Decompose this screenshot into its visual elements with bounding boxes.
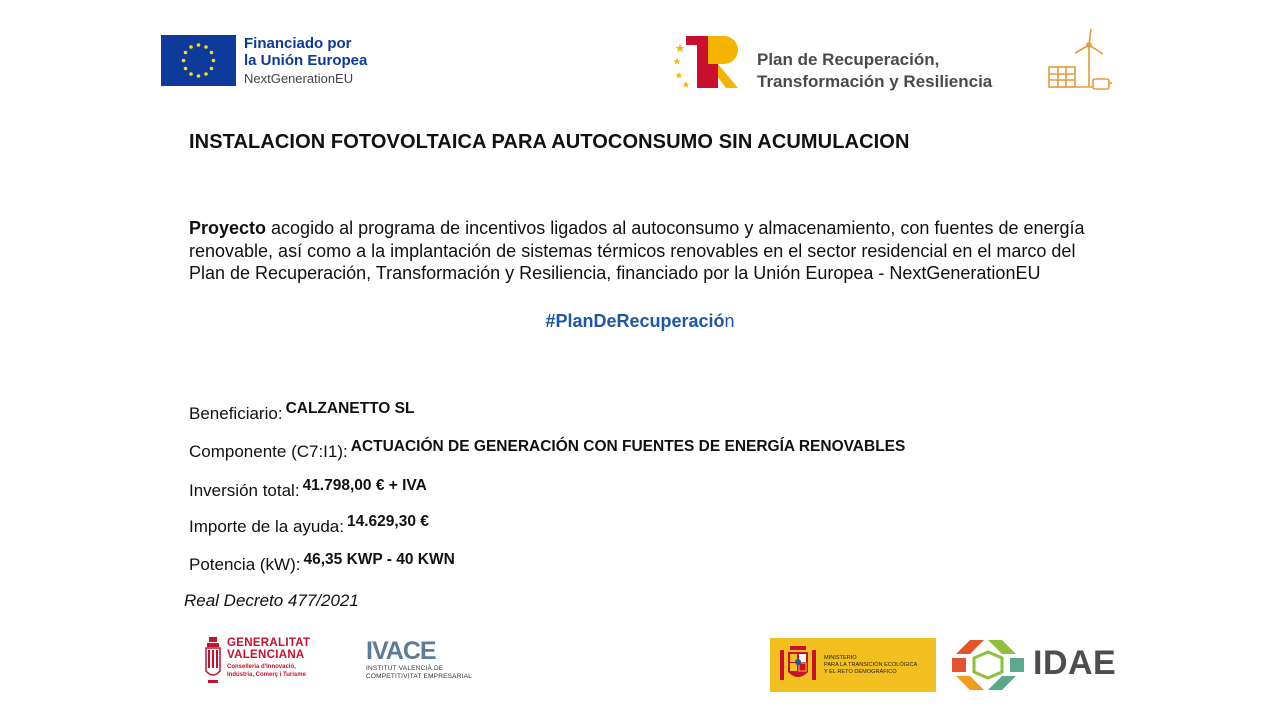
- gva-line1: GENERALITAT: [227, 637, 311, 649]
- prtr-logo-icon: [672, 34, 742, 90]
- gva-line2: VALENCIANA: [227, 649, 305, 661]
- detail-row-importe: [189, 513, 429, 537]
- eu-logo-line3: NextGenerationEU: [244, 71, 354, 86]
- detail-value: 46,35 KWP - 40 KWN: [303, 551, 455, 568]
- hashtag-tail: n: [724, 311, 735, 331]
- detail-label: Importe de la ayuda:: [189, 517, 344, 536]
- hashtag-bold: #PlanDeRecuperació: [545, 311, 725, 331]
- eu-flag-icon: [161, 35, 236, 86]
- ministerio-line1: MINISTERIO: [824, 654, 857, 661]
- ivace-sub1: INSTITUT VALENCIÀ DE: [366, 665, 444, 672]
- gva-crest-icon: [204, 637, 222, 687]
- detail-value: ACTUACIÓN DE GENERACIÓN CON FUENTES DE ENERGÍA RENOVABLES: [350, 438, 906, 455]
- ivace-word: IVACE: [366, 637, 436, 665]
- idae-symbol-icon: [950, 638, 1028, 692]
- detail-label: Inversión total:: [189, 481, 300, 500]
- detail-row-potencia: [189, 551, 455, 575]
- gva-line4: Indústria, Comerç i Turisme: [227, 672, 306, 678]
- detail-row-componente: [189, 438, 906, 462]
- detail-row-beneficiario: [189, 400, 415, 424]
- page-title: INSTALACION FOTOVOLTAICA PARA AUTOCONSUMO SIN ACUMULACION: [189, 131, 910, 153]
- wind-solar-energy-icon: [1045, 27, 1113, 95]
- detail-value: 41.798,00 € + IVA: [302, 477, 427, 494]
- generalitat-valenciana-logo: [204, 637, 310, 687]
- description-lead: Proyecto: [189, 218, 267, 238]
- detail-row-inversion: [189, 477, 427, 501]
- detail-label: Potencia (kW):: [189, 555, 301, 574]
- detail-label: Componente (C7:I1):: [189, 442, 348, 461]
- prtr-line1: Plan de Recuperación,: [757, 50, 940, 69]
- detail-label: Beneficiario:: [189, 404, 283, 423]
- description-line1: [189, 217, 1169, 240]
- idae-word: IDAE: [1033, 644, 1117, 682]
- spain-coat-of-arms-icon: [778, 642, 818, 688]
- eu-logo-line2: la Unión Europea: [244, 52, 368, 69]
- description-line2: renovable, así como a la implantación de sistemas térmicos renovables en el sector residencial en el marco del: [189, 240, 1076, 261]
- detail-value: CALZANETTO SL: [285, 400, 415, 417]
- prtr-line2: Transformación y Resiliencia: [757, 72, 993, 91]
- ministerio-logo: [770, 638, 936, 692]
- prtr-logo-text: [757, 49, 992, 93]
- hashtag: [0, 311, 1280, 332]
- gva-line3: Conselleria d'Innovació,: [227, 664, 296, 670]
- ivace-sub2: COMPETITIVITAT EMPRESARIAL: [366, 673, 472, 680]
- description-line3: Plan de Recuperación, Transformación y Resiliencia, financiado por la Unión Europea - NextGenerationEU: [189, 263, 1041, 283]
- eu-logo-line1: Financiado por: [244, 35, 352, 52]
- ivace-logo: [366, 637, 472, 681]
- project-description: [189, 217, 1169, 285]
- eu-funding-logo: [161, 35, 367, 87]
- description-line1-rest: acogido al programa de incentivos ligados al autoconsumo y almacenamiento, con fuentes de energía: [266, 218, 1085, 238]
- real-decreto: Real Decreto 477/2021: [184, 591, 359, 610]
- ministerio-line2: PARA LA TRANSICIÓN ECOLÓGICA: [824, 661, 918, 668]
- detail-value: 14.629,30 €: [346, 513, 429, 530]
- ministerio-line3: Y EL RETO DEMOGRÁFICO: [824, 668, 897, 675]
